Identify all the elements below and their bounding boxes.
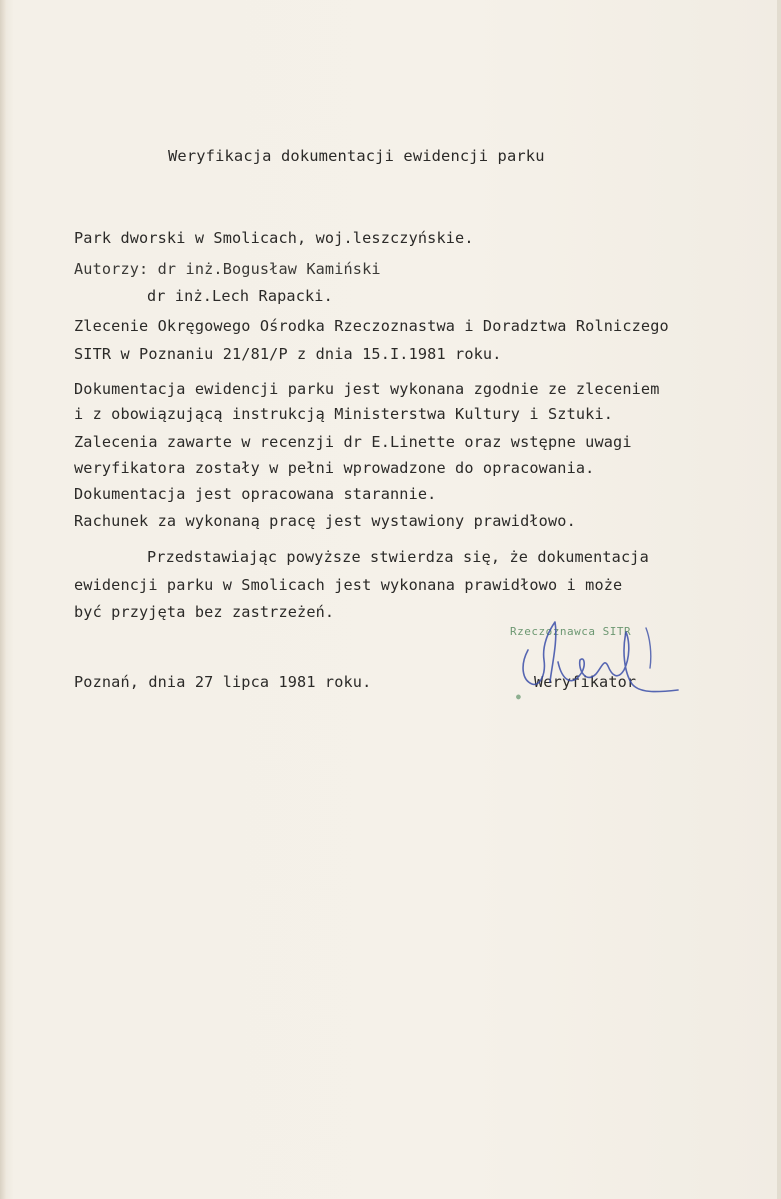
park-name-line: Park dworski w Smolicach, woj.leszczyńskie.	[74, 229, 474, 247]
body-line-1: Dokumentacja ewidencji parku jest wykonana zgodnie ze zleceniem	[74, 380, 660, 398]
place-date: Poznań, dnia 27 lipca 1981 roku.	[74, 673, 372, 691]
document-title: Weryfikacja dokumentacji ewidencji parku	[168, 147, 545, 165]
commission-line-2: SITR w Poznaniu 21/81/P z dnia 15.I.1981 roku.	[74, 345, 502, 363]
conclusion-line-3: być przyjęta bez zastrzeżeń.	[74, 603, 335, 621]
handwritten-signature	[500, 610, 690, 700]
body-line-4: weryfikatora zostały w pełni wprowadzone do opracowania.	[74, 459, 595, 477]
authors-line: Autorzy: dr inż.Bogusław Kamiński	[74, 260, 381, 278]
conclusion-line-2: ewidencji parku w Smolicach jest wykonana prawidłowo i może	[74, 576, 623, 594]
conclusion-line-1: Przedstawiając powyższe stwierdza się, że dokumentacja	[147, 548, 649, 566]
paper-left-edge	[0, 0, 6, 1199]
body-line-6: Rachunek za wykonaną pracę jest wystawiony prawidłowo.	[74, 512, 576, 530]
stamp: Rzeczoznawca SITR	[510, 625, 632, 638]
body-line-3: Zalecenia zawarte w recenzji dr E.Linette oraz wstępne uwagi	[74, 433, 632, 451]
body-line-2: i z obowiązującą instrukcją Ministerstwa Kultury i Sztuki.	[74, 405, 614, 423]
paper-right-edge	[777, 0, 781, 1199]
commission-line-1: Zlecenie Okręgowego Ośrodka Rzeczoznastwa i Doradztwa Rolniczego	[74, 317, 669, 335]
body-line-5: Dokumentacja jest opracowana starannie.	[74, 485, 437, 503]
stamp-mark: ●	[516, 692, 521, 701]
authors-line-2: dr inż.Lech Rapacki.	[147, 287, 333, 305]
signer-title: Weryfikator	[534, 673, 637, 691]
